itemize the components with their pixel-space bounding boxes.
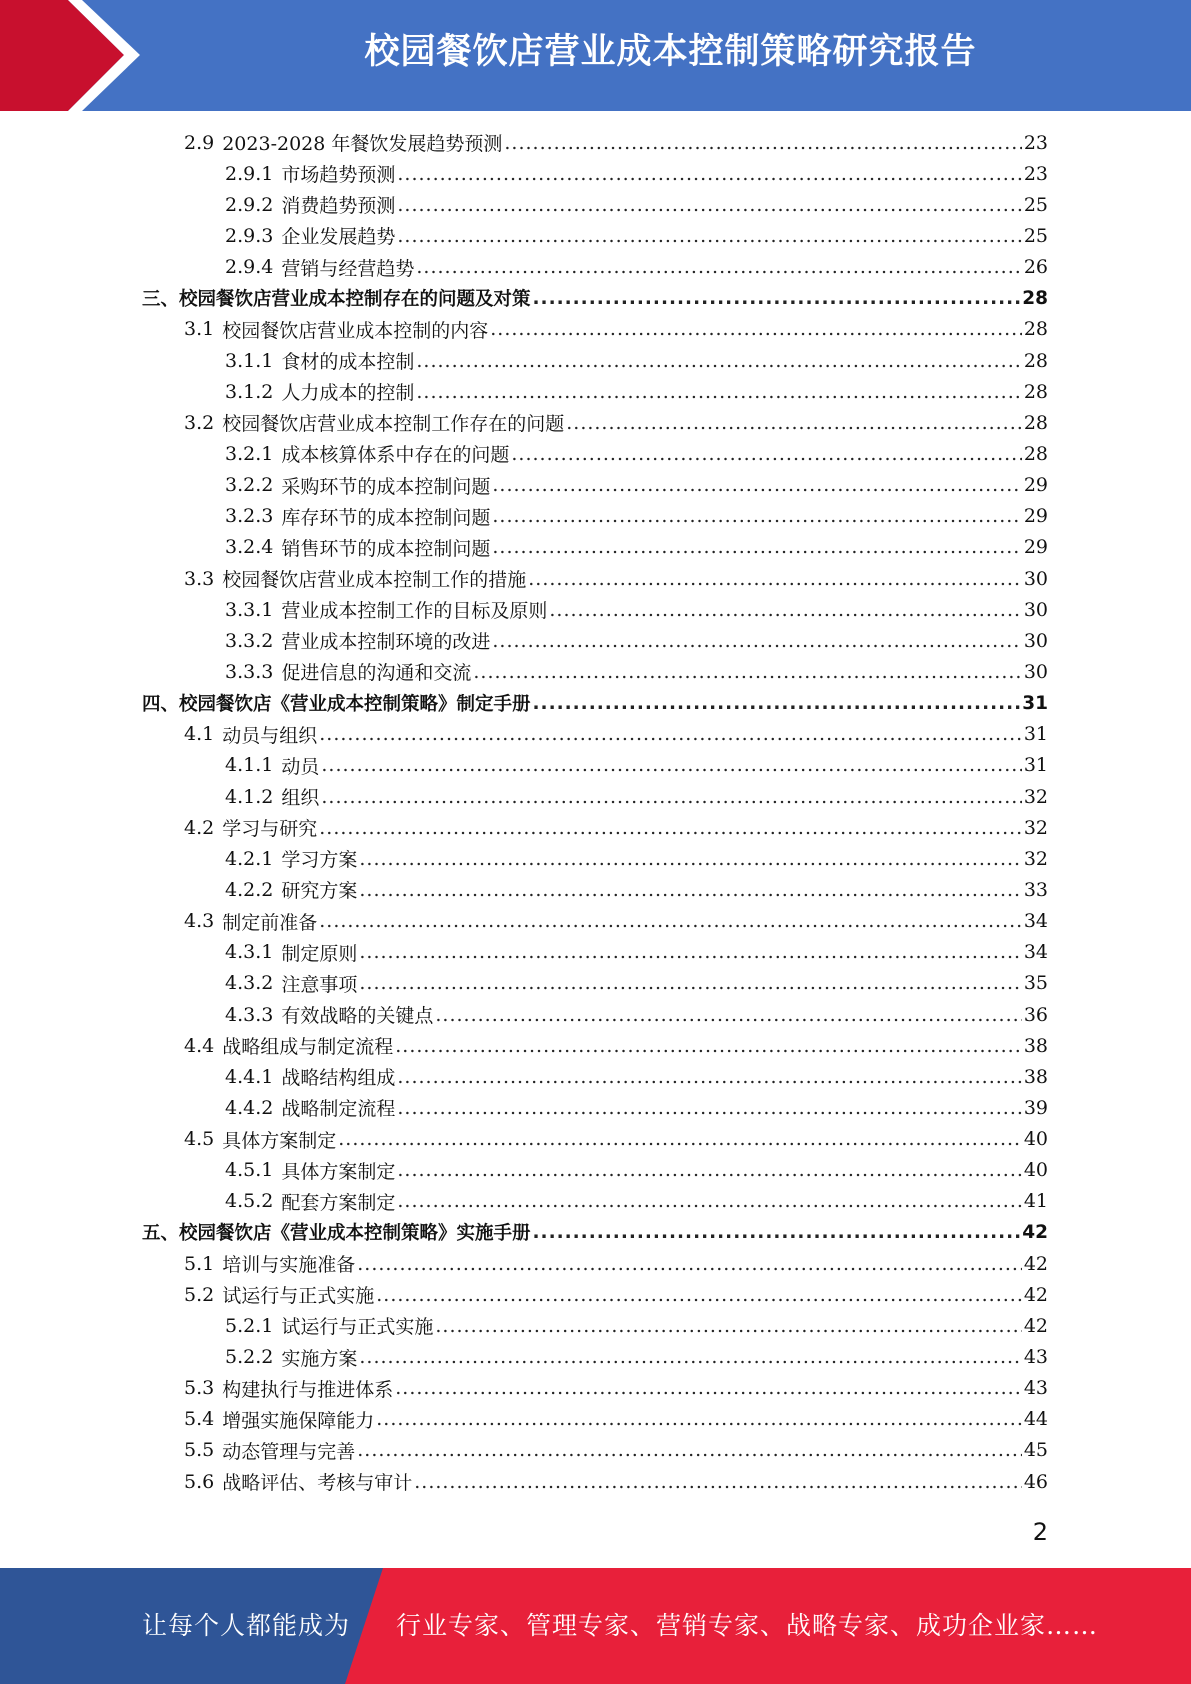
toc-entry-title: 战略结构组成 — [281, 1067, 396, 1090]
toc-entry-title: 研究方案 — [281, 880, 358, 903]
toc-dot-leader — [319, 910, 1022, 932]
toc-entry-number: 4.5.2 — [225, 1190, 274, 1213]
toc-entry-page: 44 — [1023, 1408, 1048, 1431]
toc-entry-title: 构建执行与推进体系 — [222, 1378, 394, 1401]
toc-dot-leader — [416, 256, 1021, 278]
toc-entry[interactable] — [0, 968, 1191, 999]
toc-entry[interactable] — [0, 189, 1191, 220]
toc-entry-number: 4.3.2 — [225, 972, 274, 995]
toc-entry-title: 库存环节的成本控制问题 — [281, 506, 491, 529]
toc-entry-number: 4.5.1 — [225, 1159, 274, 1182]
toc-entry-page: 43 — [1023, 1377, 1048, 1400]
toc-entry-page: 25 — [1023, 193, 1048, 216]
toc-entry-title: 人力成本的控制 — [281, 382, 415, 405]
toc-entry-number: 4.1.2 — [225, 785, 274, 808]
toc-entry[interactable] — [0, 1435, 1191, 1466]
toc-entry-page: 28 — [1023, 380, 1048, 403]
toc-entry[interactable] — [0, 999, 1191, 1030]
toc-entry[interactable] — [0, 1030, 1191, 1061]
toc-entry[interactable] — [0, 438, 1191, 469]
toc-entry-page: 42 — [1022, 1221, 1048, 1243]
toc-entry-number: 3.2.2 — [225, 474, 274, 497]
toc-entry[interactable] — [0, 563, 1191, 594]
toc-entry-title: 试运行与正式实施 — [222, 1285, 375, 1308]
toc-entry-page: 23 — [1023, 131, 1048, 154]
toc-entry-page: 32 — [1023, 847, 1048, 870]
toc-entry[interactable] — [0, 1310, 1191, 1341]
toc-dot-leader — [492, 474, 1021, 496]
document-title: 校园餐饮店营业成本控制策略研究报告 — [364, 32, 977, 72]
footer-slogan-left: 让每个人都能成为 — [142, 1611, 351, 1640]
toc-entry-page: 40 — [1023, 1159, 1048, 1182]
toc-entry-page: 26 — [1023, 256, 1048, 279]
toc-entry-title: 五、校园餐饮店《营业成本控制策略》实施手册 — [142, 1223, 531, 1245]
toc-entry-title: 营业成本控制工作的目标及原则 — [281, 600, 548, 623]
toc-dot-leader — [321, 754, 1021, 776]
toc-entry[interactable] — [0, 1466, 1191, 1497]
toc-dot-leader — [338, 1128, 1022, 1150]
toc-entry-number: 4.1.1 — [225, 754, 274, 777]
toc-entry-page: 36 — [1023, 1003, 1048, 1026]
toc-entry[interactable] — [0, 719, 1191, 750]
toc-dot-leader — [395, 1035, 1022, 1057]
toc-entry-number: 5.2.1 — [225, 1314, 274, 1337]
toc-entry-title: 具体方案制定 — [281, 1160, 396, 1183]
toc-dot-leader — [395, 1377, 1022, 1399]
toc-dot-leader — [549, 599, 1021, 621]
toc-entry-number: 2.9.2 — [225, 193, 274, 216]
toc-entry-page: 31 — [1022, 692, 1048, 714]
toc-entry-number: 4.5 — [184, 1128, 215, 1151]
toc-entry-title: 消费趋势预测 — [281, 195, 396, 218]
toc-dot-leader — [397, 1159, 1021, 1181]
toc-entry-number: 5.2 — [184, 1283, 215, 1306]
toc-entry-number: 3.3.2 — [225, 629, 274, 652]
toc-dot-leader — [359, 879, 1021, 901]
toc-dot-leader — [416, 381, 1021, 403]
toc-entry-number: 2.9.1 — [225, 162, 274, 185]
toc-entry-page: 42 — [1023, 1314, 1048, 1337]
toc-entry[interactable] — [0, 532, 1191, 563]
toc-entry[interactable] — [0, 376, 1191, 407]
toc-entry-title: 食材的成本控制 — [281, 351, 415, 374]
toc-entry-title: 三、校园餐饮店营业成本控制存在的问题及对策 — [142, 289, 531, 311]
toc-entry-page: 25 — [1023, 224, 1048, 247]
toc-dot-leader — [321, 786, 1021, 808]
toc-dot-leader — [414, 1471, 1022, 1493]
toc-entry[interactable] — [0, 937, 1191, 968]
toc-entry-page: 30 — [1023, 629, 1048, 652]
toc-entry-title: 制定原则 — [281, 942, 358, 965]
toc-entry-number: 4.2.2 — [225, 878, 274, 901]
toc-entry-number: 2.9 — [184, 131, 215, 154]
toc-entry-page: 29 — [1023, 536, 1048, 559]
toc-dot-leader — [473, 661, 1021, 683]
toc-dot-leader — [533, 1222, 1021, 1243]
toc-entry-title: 动态管理与完善 — [222, 1440, 356, 1463]
toc-entry[interactable] — [0, 656, 1191, 687]
toc-entry-number: 4.4.1 — [225, 1065, 274, 1088]
header-banner — [0, 0, 1191, 111]
toc-dot-leader — [357, 1253, 1022, 1275]
toc-entry[interactable] — [0, 1155, 1191, 1186]
toc-entry-number: 3.1 — [184, 318, 215, 341]
page-number: 2 — [1032, 1518, 1048, 1546]
toc-entry-title: 战略组成与制定流程 — [222, 1036, 394, 1059]
toc-entry-page: 28 — [1022, 287, 1048, 309]
toc-entry-title: 配套方案制定 — [281, 1191, 396, 1214]
toc-dot-leader — [533, 693, 1021, 714]
toc-dot-leader — [397, 194, 1021, 216]
toc-entry-number: 4.2.1 — [225, 847, 274, 870]
toc-entry-title: 战略制定流程 — [281, 1098, 396, 1121]
toc-entry-page: 29 — [1023, 474, 1048, 497]
toc-dot-leader — [504, 132, 1021, 154]
toc-entry-title: 促进信息的沟通和交流 — [281, 662, 472, 685]
toc-entry-title: 培训与实施准备 — [222, 1254, 356, 1277]
table-of-contents — [0, 127, 1191, 1497]
toc-entry[interactable] — [0, 874, 1191, 905]
toc-entry-title: 学习与研究 — [222, 818, 318, 841]
toc-entry[interactable] — [0, 1061, 1191, 1092]
toc-entry[interactable] — [0, 1248, 1191, 1279]
toc-entry-page: 28 — [1023, 349, 1048, 372]
toc-entry-title: 企业发展趋势 — [281, 226, 396, 249]
toc-entry[interactable] — [0, 252, 1191, 283]
toc-entry-number: 3.3.3 — [225, 660, 274, 683]
toc-entry-page: 34 — [1023, 941, 1048, 964]
toc-dot-leader — [376, 1284, 1022, 1306]
toc-entry-page: 30 — [1023, 660, 1048, 683]
toc-entry-page: 34 — [1023, 910, 1048, 933]
toc-entry[interactable] — [0, 1186, 1191, 1217]
toc-entry-number: 4.4.2 — [225, 1096, 274, 1119]
toc-entry-title: 动员与组织 — [222, 724, 318, 747]
toc-dot-leader — [319, 817, 1022, 839]
toc-entry-number: 5.1 — [184, 1252, 215, 1275]
toc-dot-leader — [397, 1190, 1021, 1212]
toc-entry-number: 4.4 — [184, 1034, 215, 1057]
toc-entry-title: 2023-2028 年餐饮发展趋势预测 — [222, 133, 503, 156]
toc-entry-page: 31 — [1023, 723, 1048, 746]
toc-entry-title: 增强实施保障能力 — [222, 1409, 375, 1432]
toc-entry-page: 32 — [1023, 785, 1048, 808]
toc-entry-page: 31 — [1023, 754, 1048, 777]
toc-entry-number: 3.3.1 — [225, 598, 274, 621]
toc-entry-page: 28 — [1023, 411, 1048, 434]
toc-entry-title: 成本核算体系中存在的问题 — [281, 444, 510, 467]
toc-dot-leader — [359, 848, 1021, 870]
toc-dot-leader — [492, 536, 1021, 558]
toc-dot-leader — [533, 288, 1021, 309]
toc-entry[interactable] — [0, 1373, 1191, 1404]
toc-entry-title: 营业成本控制环境的改进 — [281, 631, 491, 654]
toc-entry[interactable] — [0, 407, 1191, 438]
toc-entry-title: 学习方案 — [281, 849, 358, 872]
toc-entry[interactable] — [0, 1404, 1191, 1435]
toc-entry-page: 45 — [1023, 1439, 1048, 1462]
toc-entry[interactable] — [0, 158, 1191, 189]
toc-entry-title: 校园餐饮店营业成本控制工作的措施 — [222, 569, 527, 592]
toc-entry-page: 23 — [1023, 162, 1048, 185]
toc-entry-number: 2.9.3 — [225, 224, 274, 247]
toc-entry-number: 4.3 — [184, 910, 215, 933]
toc-entry-page: 42 — [1023, 1252, 1048, 1275]
toc-dot-leader — [359, 972, 1021, 994]
toc-entry-page: 40 — [1023, 1128, 1048, 1151]
toc-entry-number: 3.2.4 — [225, 536, 274, 559]
toc-entry-page: 33 — [1023, 878, 1048, 901]
toc-entry[interactable] — [0, 470, 1191, 501]
toc-entry-title: 四、校园餐饮店《营业成本控制策略》制定手册 — [142, 694, 531, 716]
chevron-arrow-logo — [0, 0, 160, 111]
toc-dot-leader — [566, 412, 1022, 434]
toc-entry[interactable] — [0, 220, 1191, 251]
toc-dot-leader — [359, 941, 1021, 963]
toc-entry[interactable] — [0, 314, 1191, 345]
toc-entry-title: 市场趋势预测 — [281, 164, 396, 187]
toc-entry-page: 43 — [1023, 1346, 1048, 1369]
toc-entry[interactable] — [0, 750, 1191, 781]
toc-entry-title: 具体方案制定 — [222, 1129, 337, 1152]
toc-entry-title: 实施方案 — [281, 1347, 358, 1370]
toc-entry-page: 41 — [1023, 1190, 1048, 1213]
toc-dot-leader — [397, 225, 1021, 247]
toc-dot-leader — [416, 350, 1021, 372]
toc-entry-page: 30 — [1023, 567, 1048, 590]
toc-entry[interactable] — [0, 843, 1191, 874]
toc-entry[interactable] — [0, 1279, 1191, 1310]
toc-entry[interactable] — [0, 1217, 1191, 1248]
toc-entry-number: 5.4 — [184, 1408, 215, 1431]
toc-dot-leader — [397, 1097, 1021, 1119]
toc-entry-page: 46 — [1023, 1470, 1048, 1493]
toc-dot-leader — [492, 630, 1021, 652]
toc-entry[interactable] — [0, 594, 1191, 625]
toc-entry-number: 5.3 — [184, 1377, 215, 1400]
toc-entry-number: 3.2.1 — [225, 442, 274, 465]
toc-entry-title: 注意事项 — [281, 973, 358, 996]
toc-entry[interactable] — [0, 812, 1191, 843]
toc-entry-number: 3.3 — [184, 567, 215, 590]
footer-slogan-right: 行业专家、管理专家、营销专家、战略专家、成功企业家…… — [396, 1611, 1099, 1640]
toc-entry[interactable] — [0, 1124, 1191, 1155]
toc-entry-number: 5.6 — [184, 1470, 215, 1493]
toc-entry[interactable] — [0, 501, 1191, 532]
toc-entry[interactable] — [0, 625, 1191, 656]
toc-entry-title: 有效战略的关键点 — [281, 1005, 434, 1027]
toc-dot-leader — [511, 443, 1021, 465]
toc-entry-page: 38 — [1023, 1034, 1048, 1057]
toc-entry-title: 制定前准备 — [222, 911, 318, 934]
toc-entry-page: 35 — [1023, 972, 1048, 995]
toc-entry-number: 3.2 — [184, 411, 215, 434]
toc-dot-leader — [397, 1066, 1021, 1088]
toc-entry[interactable] — [0, 781, 1191, 812]
toc-dot-leader — [397, 163, 1021, 185]
toc-entry-number: 5.5 — [184, 1439, 215, 1462]
toc-entry-page: 32 — [1023, 816, 1048, 839]
toc-entry-number: 3.2.3 — [225, 505, 274, 528]
toc-entry-number: 3.1.1 — [225, 349, 274, 372]
toc-entry[interactable] — [0, 1092, 1191, 1123]
toc-entry-page: 30 — [1023, 598, 1048, 621]
toc-entry-title: 校园餐饮店营业成本控制的内容 — [222, 319, 489, 342]
toc-entry-page: 29 — [1023, 505, 1048, 528]
toc-entry-title: 试运行与正式实施 — [281, 1316, 434, 1339]
toc-entry-title: 战略评估、考核与审计 — [222, 1472, 413, 1495]
toc-entry[interactable] — [0, 127, 1191, 158]
toc-entry-number: 3.1.2 — [225, 380, 274, 403]
footer-banner — [0, 1568, 1191, 1684]
toc-entry-title: 动员 — [281, 755, 320, 778]
toc-dot-leader — [492, 505, 1021, 527]
toc-dot-leader — [435, 1315, 1021, 1337]
toc-entry-number: 5.2.2 — [225, 1346, 274, 1369]
toc-entry-number: 4.2 — [184, 816, 215, 839]
toc-entry-title: 校园餐饮店营业成本控制工作存在的问题 — [222, 413, 565, 436]
toc-entry-page: 39 — [1023, 1096, 1048, 1119]
toc-dot-leader — [376, 1408, 1022, 1430]
toc-entry-page: 42 — [1023, 1283, 1048, 1306]
toc-dot-leader — [490, 318, 1022, 340]
toc-entry-number: 4.1 — [184, 723, 215, 746]
toc-entry-number: 4.3.1 — [225, 941, 274, 964]
toc-dot-leader — [357, 1439, 1022, 1461]
toc-entry[interactable] — [0, 906, 1191, 937]
toc-entry[interactable] — [0, 283, 1191, 314]
toc-entry-number: 4.3.3 — [225, 1003, 274, 1026]
toc-entry-title: 采购环节的成本控制问题 — [281, 475, 491, 498]
toc-entry[interactable] — [0, 345, 1191, 376]
toc-entry-number: 2.9.4 — [225, 256, 274, 279]
toc-entry-title: 组织 — [281, 787, 320, 810]
toc-entry-page: 28 — [1023, 442, 1048, 465]
toc-entry-page: 38 — [1023, 1065, 1048, 1088]
toc-dot-leader — [435, 1004, 1021, 1026]
toc-dot-leader — [359, 1346, 1021, 1368]
toc-entry[interactable] — [0, 1341, 1191, 1372]
toc-entry[interactable] — [0, 688, 1191, 719]
toc-dot-leader — [319, 723, 1022, 745]
toc-dot-leader — [528, 568, 1022, 590]
toc-entry-title: 营销与经营趋势 — [281, 257, 415, 280]
toc-entry-page: 28 — [1023, 318, 1048, 341]
toc-entry-title: 销售环节的成本控制问题 — [281, 537, 491, 560]
